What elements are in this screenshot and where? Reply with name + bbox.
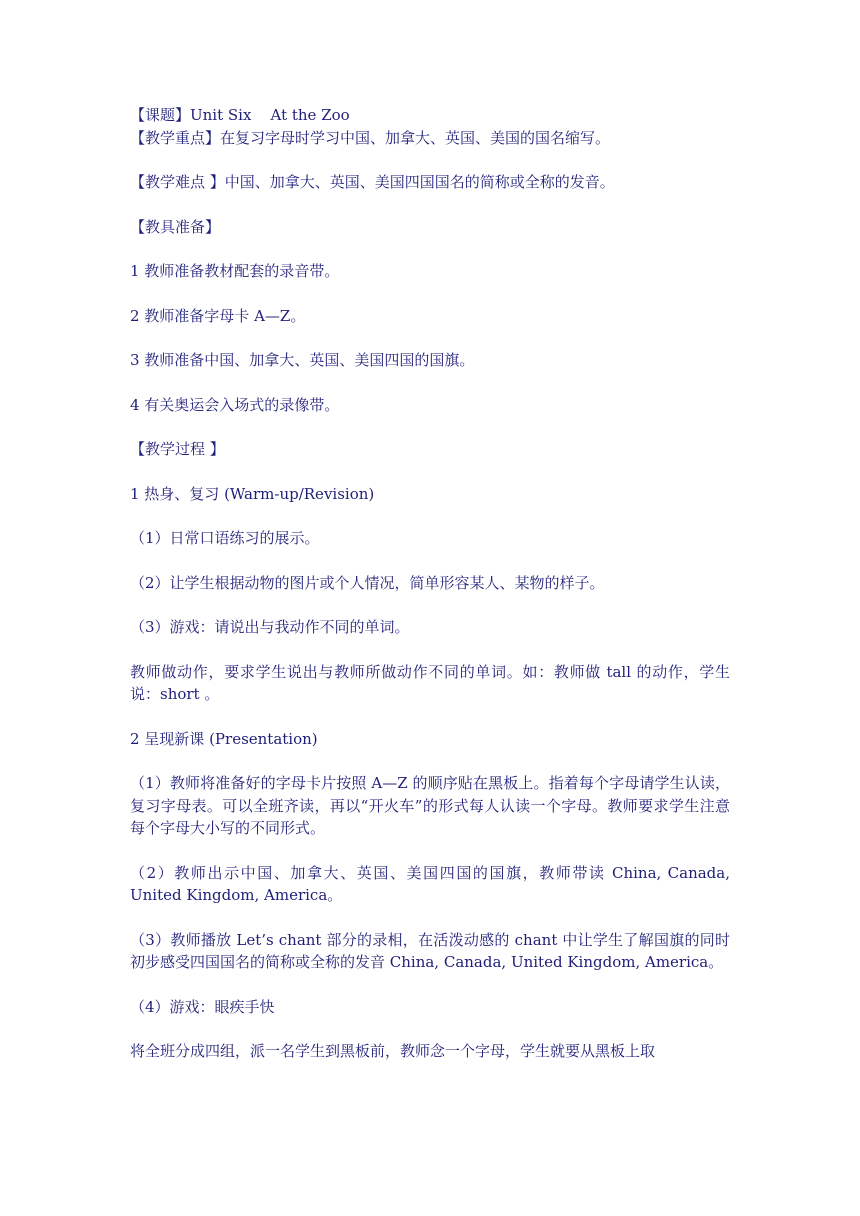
step2-item: （4）游戏：眼疾手快 — [130, 997, 275, 1016]
step1-item: （3）游戏：请说出与我动作不同的单词。 — [130, 618, 410, 636]
step2-heading: 2 呈现新课 (Presentation) — [130, 729, 318, 748]
step1-note: 教师做动作，要求学生说出与教师所做动作不同的单词。如：教师做 tall 的动作，学生说：short 。 — [130, 662, 730, 703]
materials-item: 2 教师准备字母卡 A—Z。 — [130, 306, 306, 325]
step2-item: （3）教师播放 Let’s chant 部分的录相，在活泼动感的 chant 中让学生了解国旗的同时初步感受四国国名的简称或全称的发音 China, Canada, United Kingdom, America。 — [130, 930, 730, 971]
document-page — [130, 104, 735, 1063]
difficult-points: 【教学难点 】中国、加拿大、英国、美国四国国名的简称或全称的发音。 — [130, 173, 615, 191]
materials-heading: 【教具准备】 — [130, 217, 221, 236]
step2-item: （1）教师将准备好的字母卡片按照 A—Z 的顺序贴在黑板上。指着每个字母请学生认读，复习字母表。可以全班齐读，再以“开火车”的形式每人认读一个字母。教师要求学生注意每个字母大小写的不同形式。 — [130, 774, 730, 837]
materials-item: 3 教师准备中国、加拿大、英国、美国四国的国旗。 — [130, 351, 475, 369]
step1-item: （1）日常口语练习的展示。 — [130, 529, 320, 547]
key-points: 【教学重点】在复习字母时学习中国、加拿大、英国、美国的国名缩写。 — [130, 128, 611, 147]
step1-heading: 1 热身、复习 (Warm-up/Revision) — [130, 484, 375, 503]
step2-note: 将全班分成四组，派一名学生到黑板前，教师念一个字母，学生就要从黑板上取 — [130, 1042, 656, 1060]
lesson-title: 【课题】Unit Six At the Zoo — [130, 106, 350, 124]
materials-item: 1 教师准备教材配套的录音带。 — [130, 262, 340, 280]
materials-item: 4 有关奥运会入场式的录像带。 — [130, 395, 340, 414]
step2-item: （2）教师出示中国、加拿大、英国、美国四国的国旗，教师带读 China, Canada, United Kingdom, America。 — [130, 863, 735, 904]
process-heading: 【教学过程 】 — [130, 440, 225, 458]
step1-item: （2）让学生根据动物的图片或个人情况，简单形容某人、某物的样子。 — [130, 573, 605, 592]
